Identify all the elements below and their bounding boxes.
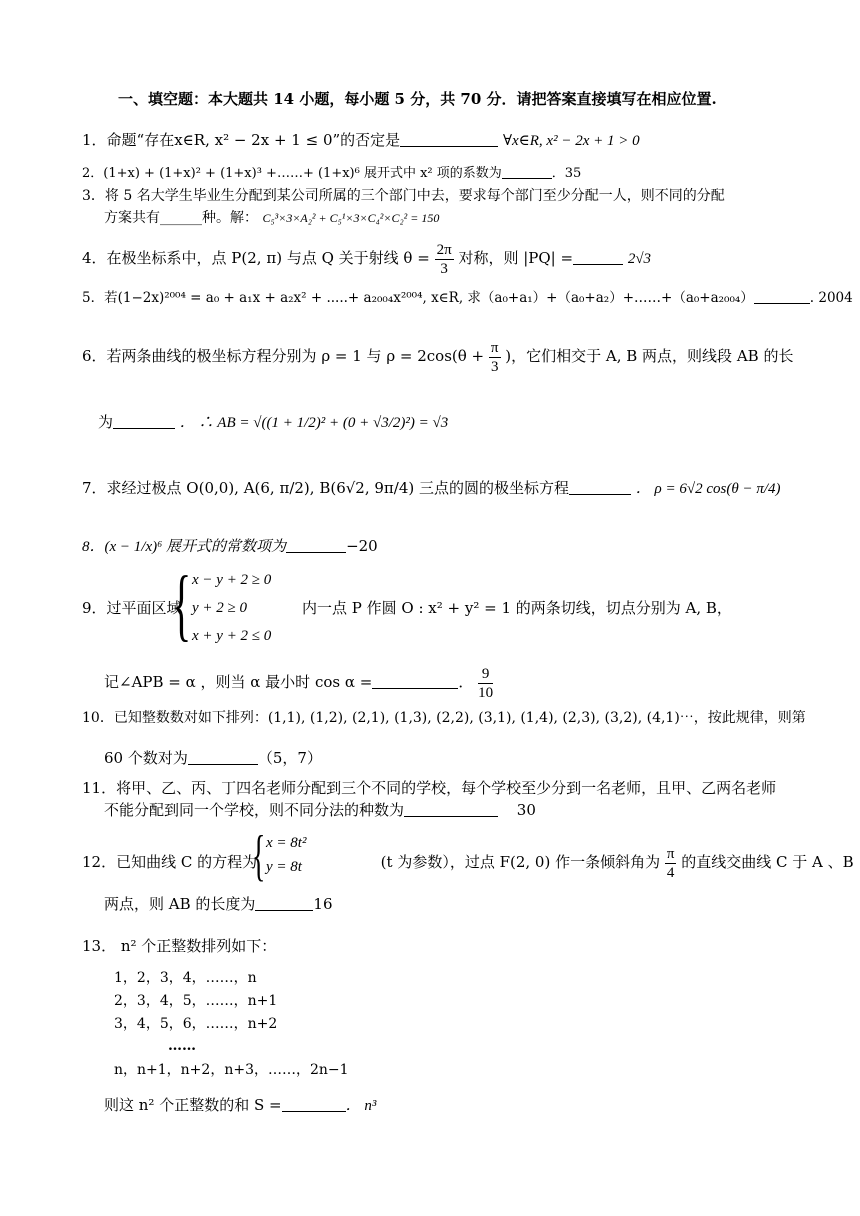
answer-blank — [286, 538, 346, 553]
answer-blank — [404, 802, 498, 817]
answer-text: . 2004 — [809, 290, 853, 306]
param-eq-1: x = 8t² — [266, 835, 307, 851]
answer-blank — [573, 250, 623, 265]
answer-blank — [754, 289, 810, 304]
param-eq-2: y = 8t — [266, 859, 302, 875]
question-1 — [82, 130, 640, 151]
question-13-line-1: 13． n² 个正整数排列如下： — [82, 937, 277, 955]
question-10-line-1: 10．已知整数数对如下排列：(1,1), (1,2), (2,1), (1,3), (2,2), (3,1), (1,4), (2,3), (3,2), (4,1)⋯，按此规律，则第 — [82, 710, 806, 726]
left-brace-icon: { — [252, 825, 266, 887]
answer-blank — [502, 164, 552, 179]
section-heading: 一、填空题：本大题共 14 小题，每小题 5 分，共 70 分．请把答案直接填写在相应位置. — [118, 90, 717, 108]
answer-text: ． n³ — [345, 1098, 377, 1114]
question-text: 7．求经过极点 O(0,0), A(6, π/2), B(6√2, 9π/4) 三点的圆的极坐标方程 — [82, 479, 569, 497]
question-8 — [82, 536, 378, 557]
question-text: 记∠APB = α ，则当 α 最小时 cos α = — [104, 673, 373, 691]
answer-blank — [188, 750, 258, 765]
question-text: 1．命题“存在x∈R, x² − 2x + 1 ≤ 0”的否定是 — [82, 131, 401, 149]
question-10-line-2 — [104, 748, 322, 768]
sequence-ellipsis: …… — [168, 1038, 196, 1054]
answer-blank — [569, 480, 631, 495]
question-text: 8．(x − 1/x)⁶ 展开式的常数项为 — [82, 539, 287, 555]
constraint-1: x − y + 2 ≥ 0 — [192, 572, 272, 588]
question-9-text: 内一点 P 作圆 O : x² + y² = 1 的两条切线，切点分别为 A, B， — [302, 599, 732, 617]
sequence-row-3: 3，4，5，6，……，n+2 — [114, 1016, 278, 1032]
question-11-line-1: 11．将甲、乙、丙、丁四名老师分配到三个不同的学校，每个学校至少分到一名老师，且甲、乙两名老师 — [82, 779, 777, 797]
answer-text: ． ρ = 6√2 cos(θ − π/4) — [635, 481, 781, 497]
sequence-row-1: 1，2，3，4，……，n — [114, 970, 257, 986]
answer-text: （5，7） — [257, 749, 322, 767]
fraction: $\frac{\pi}{4}$ — [666, 845, 675, 881]
question-text: 60 个数对为 — [104, 749, 188, 767]
question-text: 方案共有______种。解： — [104, 210, 258, 226]
answer-blank — [255, 896, 313, 911]
question-text-3: 的直线交曲线 C 于 A 、B — [681, 853, 854, 871]
question-text: 则这 n² 个正整数的和 S = — [104, 1096, 282, 1114]
answer-fraction: $\frac{9}{10}$ — [478, 665, 494, 701]
question-12-line-1 — [82, 842, 854, 882]
answer-text: ．35 — [551, 166, 582, 181]
constraint-2: y + 2 ≥ 0 — [192, 600, 248, 616]
constraint-3: x + y + 2 ≤ 0 — [192, 628, 272, 644]
question-6-line-2 — [98, 412, 448, 433]
question-5 — [82, 288, 853, 308]
answer-text: 30 — [516, 801, 536, 819]
answer-text: 16 — [313, 895, 333, 913]
question-text: 2．(1+x) + (1+x)² + (1+x)³ +……+ (1+x)⁶ 展开式中 x² 项的系数为 — [82, 166, 502, 181]
answer-text: ∀x∈R, x² − 2x + 1 > 0 — [502, 133, 640, 149]
question-text: 不能分配到同一个学校，则不同分法的种数为 — [104, 801, 405, 819]
fraction: $\frac{\pi}{3}$ — [490, 339, 499, 375]
question-3-line-1: 3．将 5 名大学生毕业生分配到某公司所属的三个部门中去，要求每个部门至少分配一人，则不同的分配 — [82, 188, 725, 204]
question-6-line-1 — [82, 336, 793, 376]
question-text: 为 — [98, 413, 114, 431]
question-text: 两点，则 AB 的长度为 — [104, 895, 256, 913]
answer-text: −20 — [346, 537, 378, 555]
question-11-line-2 — [104, 800, 536, 820]
question-4 — [82, 238, 651, 279]
question-text-2: (t 为参数），过点 F(2, 0) 作一条倾斜角为 — [380, 853, 661, 871]
answer-blank — [282, 1097, 346, 1112]
sequence-row-2: 2，3，4，5，……，n+1 — [114, 993, 278, 1009]
left-brace-icon: { — [172, 561, 192, 649]
question-text-2: 对称，则 |PQ| = — [458, 249, 574, 267]
question-9-label: 9．过平面区域 — [82, 599, 182, 617]
sequence-row-n: n，n+1，n+2，n+3，……，2n−1 — [114, 1062, 349, 1078]
answer-text: 2√3 — [627, 251, 652, 267]
fraction: $\frac{2\pi}{3}$ — [436, 241, 452, 277]
answer-blank — [372, 674, 458, 689]
question-text: 6．若两条曲线的极坐标方程分别为 ρ = 1 与 ρ = 2cos(θ + — [82, 347, 485, 365]
question-2 — [82, 164, 581, 184]
question-text: 5．若(1−2x)²⁰⁰⁴ = a₀ + a₁x + a₂x² + .....+ a₂₀₀₄x²⁰⁰⁴, x∈R, 求（a₀+a₁）+（a₀+a₂）+……+（a₀+a₂₀₀₄） — [82, 290, 754, 306]
answer-text: C₅³×3×A₂² + C₅¹×3×C₄²×C₂² = 150 — [262, 211, 440, 225]
question-3-line-2 — [104, 208, 439, 228]
question-7 — [82, 478, 781, 499]
question-text: 12．已知曲线 C 的方程为 — [82, 853, 258, 871]
question-12-line-2 — [104, 894, 333, 914]
question-9-line-2: 记∠APB = α ，则当 α 最小时 cos α = ． $\frac{9}{10}$ — [104, 665, 494, 701]
solution-text: ． ∴ AB = √((1 + 1/2)² + (0 + √3/2)²) = √3 — [179, 415, 449, 431]
question-text-2: )，它们相交于 A, B 两点，则线段 AB 的长 — [505, 347, 794, 365]
question-text: 4．在极坐标系中，点 P(2, π) 与点 Q 关于射线 θ = — [82, 249, 430, 267]
answer-blank — [400, 132, 498, 147]
answer-blank — [113, 414, 175, 429]
question-13-last — [104, 1095, 376, 1116]
